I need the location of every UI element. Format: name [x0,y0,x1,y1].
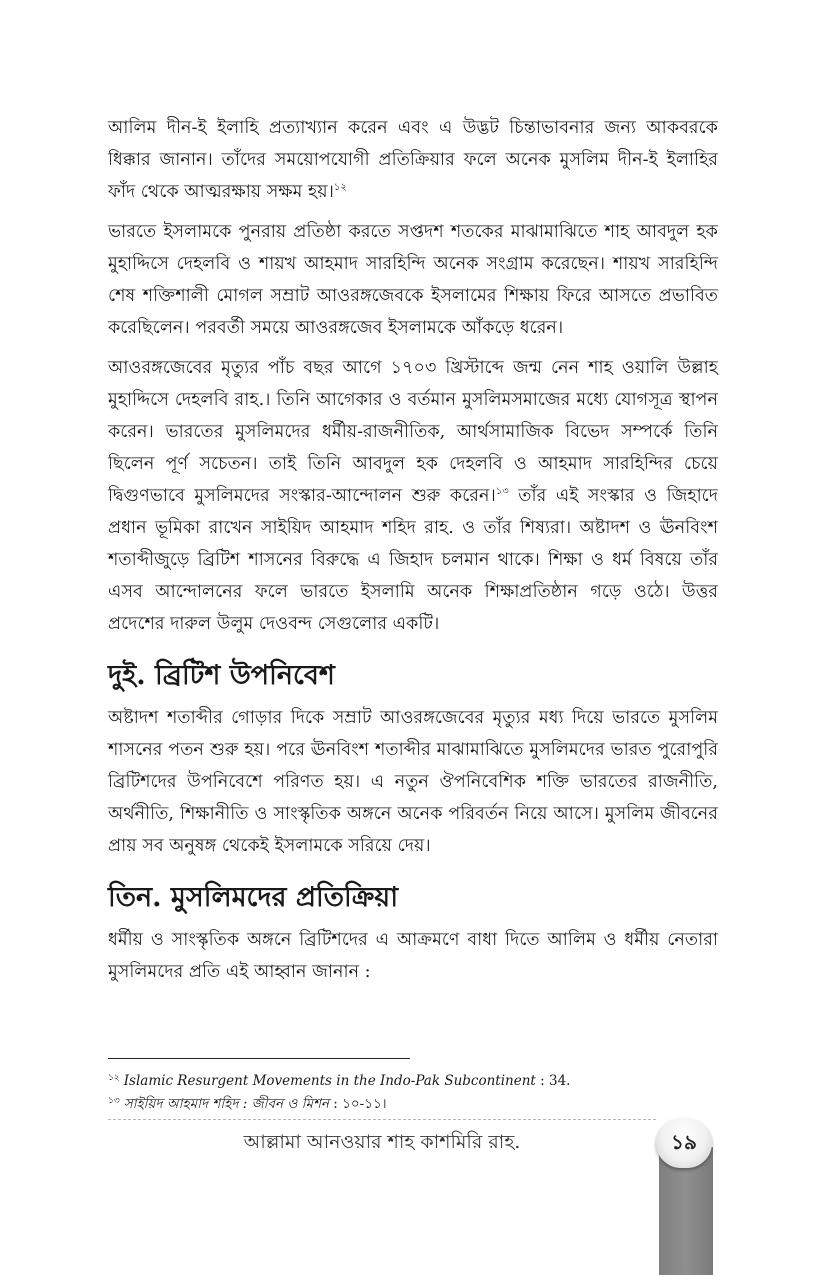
section-heading-british-colony: দুই. ব্রিটিশ উপনিবেশ [108,660,335,691]
footnote-ref-12[interactable]: ১২ [333,182,347,193]
footnote-number: ১৩ [108,1096,120,1106]
footnotes [108,1068,718,1114]
footnote-title: Islamic Resurgent Movements in the Indo-Pak Subcontinent [123,1073,536,1089]
running-title: আল্লামা আনওয়ার শাহ কাশমিরি রাহ. [243,1131,521,1153]
footnote-12 [108,1068,718,1091]
section-heading-muslim-reaction: তিন. মুসলিমদের প্রতিক্রিয়া [108,882,399,913]
footnote-title: সাইয়িদ আহমাদ শহিদ : জীবন ও মিশন [123,1096,329,1112]
paragraph-5: ধর্মীয় ও সাংস্কৃতিক অঙ্গনে ব্রিটিশদের এ আক্রমণে বাধা দিতে আলিম ও ধর্মীয় নেতারা মুসলিমদের প্রতি এই আহ্বান জানান : [108,930,718,982]
page-body [108,112,718,996]
page-number-badge: ১৯ [656,1118,712,1168]
paragraph-1 [108,112,718,208]
paragraph-3-text-b: তাঁর এই সংস্কার ও জিহাদে প্রধান ভূমিকা রাখেন সাইয়িদ আহমাদ শহিদ রাহ. ও তাঁর শিষ্যরা। অষ্টাদশ ও ঊনবিংশ শতাব্দীজুড়ে ব্রিটিশ শাসনের বিরুদ্ধে এ জিহাদ চলমান থাকে। শিক্ষা ও ধর্ম বিষয়ে তাঁর এসব আন্দোলনের ফলে ভারতে ইসলামি অনেক শিক্ষাপ্রতিষ্ঠান গড়ে ওঠে। উত্তর প্রদেশের দারুল উলুম দেওবন্দ সেগুলোর একটি। [108,486,718,634]
footer-divider [108,1119,656,1120]
footnote-ref-13[interactable]: ১৩ [495,486,509,497]
paragraph-3 [108,352,718,640]
footnote-citation: : ১০-১১। [329,1096,387,1112]
paragraph-3-text-a: আওরঙ্গজেবের মৃত্যুর পাঁচ বছর আগে ১৭০৩ খ্রিস্টাব্দে জন্ম নেন শাহ ওয়ালি উল্লাহ মুহাদ্দিসে দেহলবি রাহ.। তিনি আগেকার ও বর্তমান মুসলিমসমাজের মধ্যে যোগসূত্র স্থাপন করেন। ভারতের মুসলিমদের ধর্মীয়-রাজনীতিক, আর্থসামাজিক বিভেদ সম্পর্কে তিনি ছিলেন পূর্ণ সচেতন। তাই তিনি আবদুল হক দেহলবি ও আহমাদ সারহিন্দির চেয়ে দ্বিগুণভাবে মুসলিমদের সংস্কার-আন্দোলন শুরু করেন। [108,358,718,506]
footnote-number: ১২ [108,1073,120,1083]
footnote-separator [108,1058,410,1059]
paragraph-1-text: আলিম দীন-ই ইলাহি প্রত্যাখ্যান করেন এবং এ উদ্ভট চিন্তাভাবনার জন্য আকবরকে ধিক্কার জানান। তাঁদের সময়োপযোগী প্রতিক্রিয়ার ফলে অনেক মুসলিম দীন-ই ইলাহির ফাঁদ থেকে আত্মরক্ষায় সক্ষম হয়। [108,118,718,202]
paragraph-2: ভারতে ইসলামকে পুনরায় প্রতিষ্ঠা করতে সপ্তদশ শতকের মাঝামাঝিতে শাহ আবদুল হক মুহাদ্দিসে দেহলবি ও শায়খ আহমাদ সারহিন্দি অনেক সংগ্রাম করেছেন। শায়খ সারহিন্দি শেষ শক্তিশালী মোগল সম্রাট আওরঙ্গজেবকে ইসলামের শিক্ষায় ফিরে আসতে প্রভাবিত করেছিলেন। পরবর্তী সময়ে আওরঙ্গজেব ইসলামকে আঁকড়ে ধরেন। [108,222,718,338]
footnote-citation: : 34. [535,1073,571,1089]
paragraph-4: অষ্টাদশ শতাব্দীর গোড়ার দিকে সম্রাট আওরঙ্গজেবের মৃত্যুর মধ্য দিয়ে ভারতে মুসলিম শাসনের পতন শুরু হয়। পরে ঊনবিংশ শতাব্দীর মাঝামাঝিতে মুসলিমদের ভারত পুরোপুরি ব্রিটিশদের উপনিবেশে পরিণত হয়। এ নতুন ঔপনিবেশিক শক্তি ভারতের রাজনীতি, অর্থনীতি, শিক্ষানীতি ও সাংস্কৃতিক অঙ্গনে অনেক পরিবর্তন নিয়ে আসে। মুসলিম জীবনের প্রায় সব অনুষঙ্গ থেকেই ইসলামকে সরিয়ে দেয়। [108,708,718,856]
footnote-13 [108,1091,718,1114]
